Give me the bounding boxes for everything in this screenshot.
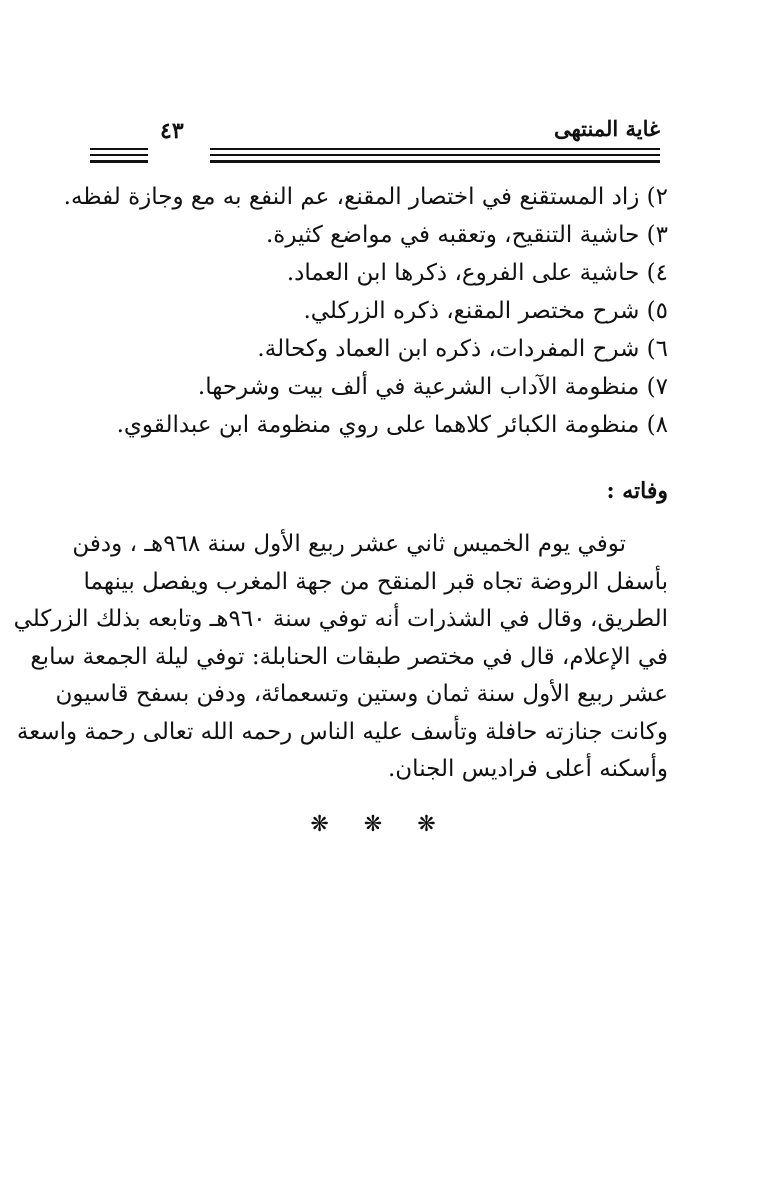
header-rule xyxy=(90,148,148,150)
page-number: ٤٣ xyxy=(160,118,184,144)
section-heading: وفاته : xyxy=(606,478,668,504)
header-rule xyxy=(90,154,148,156)
paragraph-line: الطريق، وقال في الشذرات أنه توفي سنة ٩٦٠هـ وتابعه بذلك الزركلي xyxy=(13,606,668,632)
paragraph-line: في الإعلام، قال في مختصر طبقات الحنابلة: توفي ليلة الجمعة سابع xyxy=(30,643,668,670)
list-item: ٦) شرح المفردات، ذكره ابن العماد وكحالة. xyxy=(257,336,668,362)
works-list xyxy=(63,178,668,444)
paragraph-line: وأسكنه أعلى فراديس الجنان. xyxy=(387,756,668,782)
list-item: ٢) زاد المستقنع في اختصار المقنع، عم النفع به مع وجازة لفظه. xyxy=(63,184,668,210)
list-item: ٨) منظومة الكبائر كلاهما على روي منظومة ابن عبدالقوي. xyxy=(116,412,668,438)
death-paragraph xyxy=(13,526,668,789)
list-item: ٧) منظومة الآداب الشرعية في ألف بيت وشرحها. xyxy=(197,374,668,400)
paragraph-line: بأسفل الروضة تجاه قبر المنقح من جهة المغرب ويفصل بينهما xyxy=(83,568,668,595)
page-header xyxy=(90,112,660,160)
running-title: غاية المنتهى xyxy=(553,116,660,141)
paragraph-line: عشر ربيع الأول سنة ثمان وستين وتسعمائة، ودفن بسفح قاسيون xyxy=(55,681,668,707)
list-item: ٥) شرح مختصر المقنع، ذكره الزركلي. xyxy=(303,298,668,324)
header-rule xyxy=(210,148,660,150)
list-item: ٤) حاشية على الفروع، ذكرها ابن العماد. xyxy=(286,260,668,286)
section-separator: ❋ ❋ ❋ xyxy=(310,812,450,837)
paragraph-line: وكانت جنازته حافلة وتأسف عليه الناس رحمه الله تعالى رحمة واسعة xyxy=(16,718,668,745)
header-rule xyxy=(210,154,660,156)
header-rule xyxy=(90,160,148,163)
header-rule xyxy=(210,160,660,163)
paragraph-line: توفي يوم الخميس ثاني عشر ربيع الأول سنة ٩٦٨هـ ، ودفن xyxy=(72,531,626,557)
list-item: ٣) حاشية التنقيح، وتعقبه في مواضع كثيرة. xyxy=(265,222,668,248)
